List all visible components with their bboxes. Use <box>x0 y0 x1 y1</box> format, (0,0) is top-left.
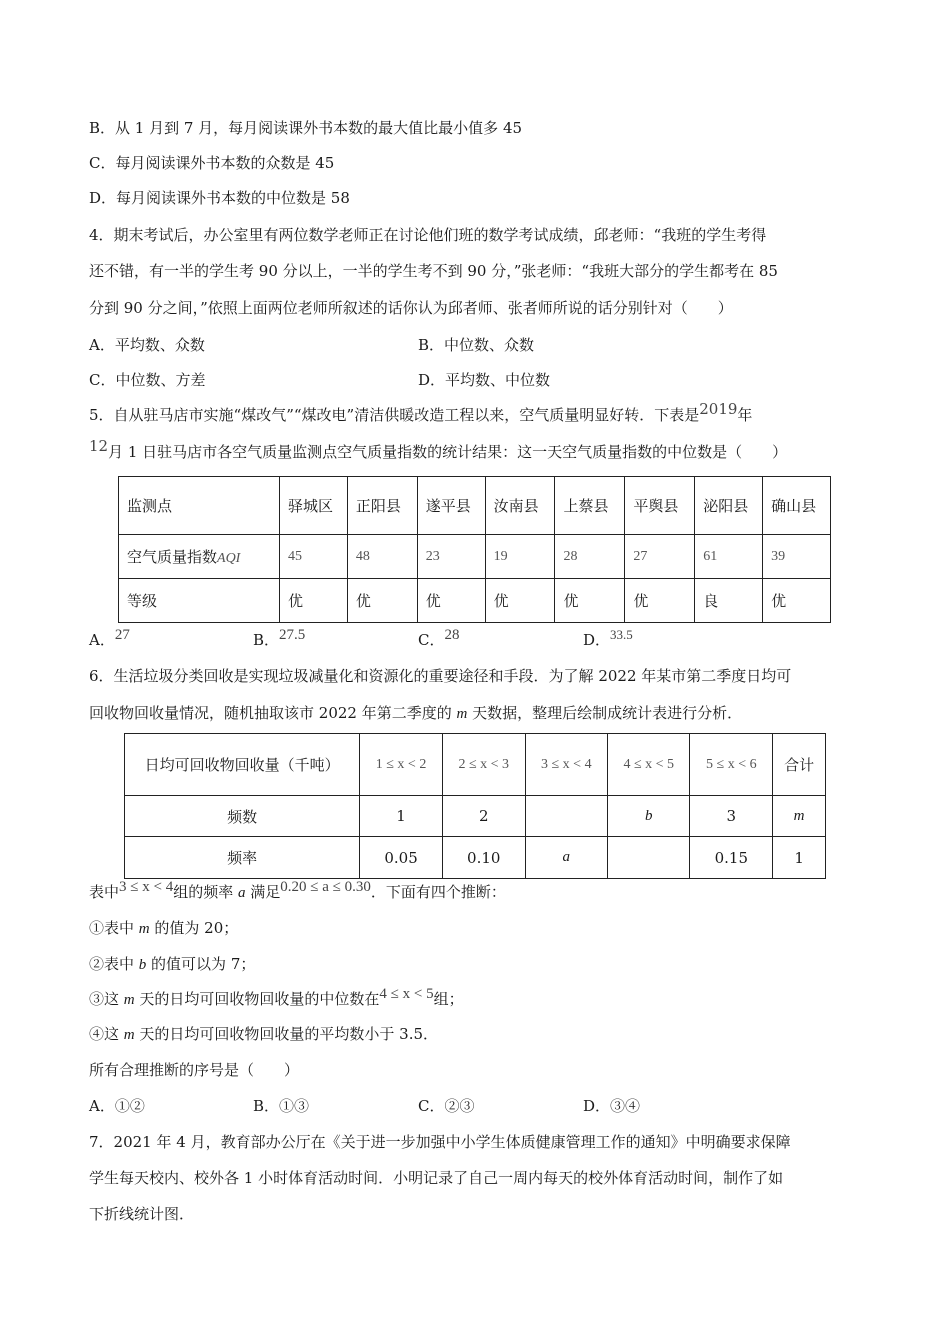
q5-option-b-label: B． <box>253 631 280 649</box>
q5-option-b-value: 27.5 <box>279 627 306 643</box>
q6-statement-3 <box>89 986 464 1010</box>
q5-option-c-label: C． <box>418 631 445 649</box>
q4-option-b: B．中位数、众数 <box>418 336 535 354</box>
q6-cond-text-4: ．下面有四个推断： <box>370 883 506 901</box>
q6-frequency-table <box>124 733 826 879</box>
q5-month: 12 <box>89 437 109 455</box>
q6-s2-text-2: 的值可以为 7； <box>146 955 256 973</box>
q5-grade-label: 等级 <box>119 579 280 623</box>
q6-statement-1 <box>89 918 238 939</box>
q6-s4-text: ④这 <box>89 1025 124 1043</box>
q6-condition <box>89 879 506 903</box>
q5-aqi-value: 61 <box>695 535 763 579</box>
q6-s3-text: ③这 <box>89 990 124 1008</box>
q6-stem-line2 <box>89 703 742 724</box>
q6-option-b: B．①③ <box>253 1097 310 1115</box>
q5-option-a-label: A． <box>89 631 115 649</box>
q6-s3-interval: 4 ≤ x < 5 <box>379 986 434 1002</box>
q6-cond-range: 0.20 ≤ a ≤ 0.30 <box>280 879 371 895</box>
q6-cond-text-3: 满足 <box>245 883 281 901</box>
q6-stem-line1: 6．生活垃圾分类回收是实现垃圾减量化和资源化的重要途径和手段．为了解 2022 年某市第二季度日均可 <box>89 667 792 685</box>
q5-option-b <box>253 627 306 651</box>
q5-aqi-value: 28 <box>555 535 625 579</box>
q4-option-d: D．平均数、中位数 <box>418 371 551 389</box>
q6-s1-text-2: 的值为 20； <box>149 919 239 937</box>
q5-option-c-value: 28 <box>444 627 460 643</box>
q5-grade: 优 <box>485 579 555 623</box>
q6-rate-cell: 0.05 <box>360 837 443 879</box>
q5-stem-text: 5．自从驻马店市实施“煤改气”“煤改电”清洁供暖改造工程以来，空气质量明显好转．下表是 <box>89 406 700 424</box>
q5-grade: 良 <box>695 579 763 623</box>
q5-aqi-row <box>119 535 831 579</box>
q3-option-b: B．从 1 月到 7 月，每月阅读课外书本数的最大值比最小值多 45 <box>89 119 523 137</box>
q5-grade: 优 <box>763 579 831 623</box>
q6-interval: 2 ≤ x < 3 <box>442 734 525 796</box>
q5-aqi-value: 39 <box>763 535 831 579</box>
q6-statement-4 <box>89 1024 438 1045</box>
q6-statement-2 <box>89 954 255 975</box>
q6-header-label: 日均可回收物回收量（千吨） <box>125 734 360 796</box>
q5-option-a-value: 27 <box>114 627 130 643</box>
q6-option-c: C．②③ <box>418 1097 475 1115</box>
q6-stem-text: 回收物回收量情况，随机抽取该市 2022 年第二季度的 <box>89 704 457 722</box>
q6-cond-text-2: 组的频率 <box>173 883 238 901</box>
q6-freq-cell: 2 <box>442 796 525 837</box>
q6-option-a: A．①② <box>89 1097 145 1115</box>
q6-s3-text-2: 天的日均可回收物回收量的中位数在 <box>134 990 380 1008</box>
q5-aqi-label <box>119 535 280 579</box>
q5-station: 汝南县 <box>485 477 555 535</box>
q3-option-d: D．每月阅读课外书本数的中位数是 58 <box>89 189 350 207</box>
q5-station: 确山县 <box>763 477 831 535</box>
q4-stem-line2: 还不错，有一半的学生考 90 分以上，一半的学生考不到 90 分，”张老师：“我班大部分的学生都考在 85 <box>89 262 778 280</box>
q5-aqi-value: 19 <box>485 535 555 579</box>
q6-table-header-row <box>125 734 826 796</box>
q6-freq-cell: b <box>608 796 690 837</box>
q6-rate-cell: 0.10 <box>442 837 525 879</box>
q6-freq-cell: 1 <box>360 796 443 837</box>
q5-option-a <box>89 627 130 651</box>
q5-stem-text-2: 月 1 日驻马店市各空气质量监测点空气质量指数的统计结果：这一天空气质量指数的中位数是（ ） <box>108 443 788 461</box>
q5-station: 遂平县 <box>417 477 485 535</box>
q5-grade: 优 <box>347 579 417 623</box>
q5-year: 2019 <box>699 400 738 418</box>
q7-stem-line3: 下折线统计图． <box>89 1205 195 1223</box>
q5-station: 驿城区 <box>280 477 348 535</box>
q6-var-m: m <box>123 992 135 1008</box>
q5-option-d-label: D． <box>583 631 611 649</box>
q6-freq-row <box>125 796 826 837</box>
q6-s4-text-2: 天的日均可回收物回收量的平均数小于 3.5． <box>134 1025 439 1043</box>
q5-station: 平舆县 <box>625 477 695 535</box>
q4-option-a: A．平均数、众数 <box>89 336 205 354</box>
q6-interval: 1 ≤ x < 2 <box>360 734 443 796</box>
q5-option-c <box>418 627 460 651</box>
q6-s1-text: ①表中 <box>89 919 139 937</box>
q5-station: 正阳县 <box>347 477 417 535</box>
q5-aqi-value: 23 <box>417 535 485 579</box>
q5-aqi-symbol: AQI <box>217 551 241 566</box>
q5-table-header-row <box>119 477 831 535</box>
q5-aqi-table <box>118 476 831 623</box>
q4-stem-line3: 分到 90 分之间，”依照上面两位老师所叙述的话你认为邱者师、张者师所说的话分别针对（ ） <box>89 299 733 317</box>
q6-total-label: 合计 <box>773 734 826 796</box>
q6-rate-cell: 1 <box>773 837 826 879</box>
q6-interval: 4 ≤ x < 5 <box>608 734 690 796</box>
q5-aqi-value: 27 <box>625 535 695 579</box>
q6-rate-row <box>125 837 826 879</box>
q6-stem-text-2: 天数据，整理后绘制成统计表进行分析． <box>467 704 743 722</box>
q5-station: 上蔡县 <box>555 477 625 535</box>
q6-rate-cell: a <box>525 837 607 879</box>
q5-grade: 优 <box>625 579 695 623</box>
q5-station: 泌阳县 <box>695 477 763 535</box>
q6-cond-text: 表中 <box>89 883 120 901</box>
q6-freq-cell <box>525 796 607 837</box>
q6-var-b: b <box>138 957 147 973</box>
q6-s3-text-3: 组； <box>433 990 464 1008</box>
q6-freq-cell: m <box>773 796 826 837</box>
q5-option-d <box>583 627 633 651</box>
q6-rate-cell <box>608 837 690 879</box>
q6-var-m: m <box>123 1027 135 1043</box>
q5-stem-line2 <box>89 437 788 462</box>
q6-var-a: a <box>238 885 246 901</box>
q6-var-m: m <box>456 706 468 722</box>
q6-var-m: m <box>138 921 150 937</box>
q6-option-d: D．③④ <box>583 1097 641 1115</box>
q5-aqi-value: 48 <box>347 535 417 579</box>
q6-freq-label: 频数 <box>125 796 360 837</box>
q5-grade-row <box>119 579 831 623</box>
q6-question: 所有合理推断的序号是（ ） <box>89 1061 300 1079</box>
q6-s2-text: ②表中 <box>89 955 139 973</box>
q3-option-c: C．每月阅读课外书本数的众数是 45 <box>89 154 335 172</box>
q5-header-label: 监测点 <box>119 477 280 535</box>
q5-year-unit: 年 <box>737 406 753 424</box>
q5-grade: 优 <box>417 579 485 623</box>
q6-interval: 3 ≤ x < 4 <box>525 734 607 796</box>
q7-stem-line2: 学生每天校内、校外各 1 小时体育活动时间．小明记录了自己一周内每天的校外体育活动时间，制作了如 <box>89 1169 784 1187</box>
q6-freq-cell: 3 <box>690 796 773 837</box>
q5-option-d-value: 33.5 <box>610 627 633 642</box>
q5-aqi-label-text: 空气质量指数 <box>127 548 218 566</box>
q5-stem-line1 <box>89 400 753 425</box>
q4-option-c: C．中位数、方差 <box>89 371 206 389</box>
q4-stem-line1: 4．期末考试后，办公室里有两位数学老师正在讨论他们班的数学考试成绩，邱老师：“我班的学生考得 <box>89 226 767 244</box>
q7-stem-line1: 7．2021 年 4 月，教育部办公厅在《关于进一步加强中小学生体质健康管理工作的通知》中明确要求保障 <box>89 1133 791 1151</box>
q6-rate-label: 频率 <box>125 837 360 879</box>
q5-grade: 优 <box>280 579 348 623</box>
q5-aqi-value: 45 <box>280 535 348 579</box>
q6-cond-interval: 3 ≤ x < 4 <box>119 879 174 895</box>
q6-rate-cell: 0.15 <box>690 837 773 879</box>
q5-grade: 优 <box>555 579 625 623</box>
q6-interval: 5 ≤ x < 6 <box>690 734 773 796</box>
